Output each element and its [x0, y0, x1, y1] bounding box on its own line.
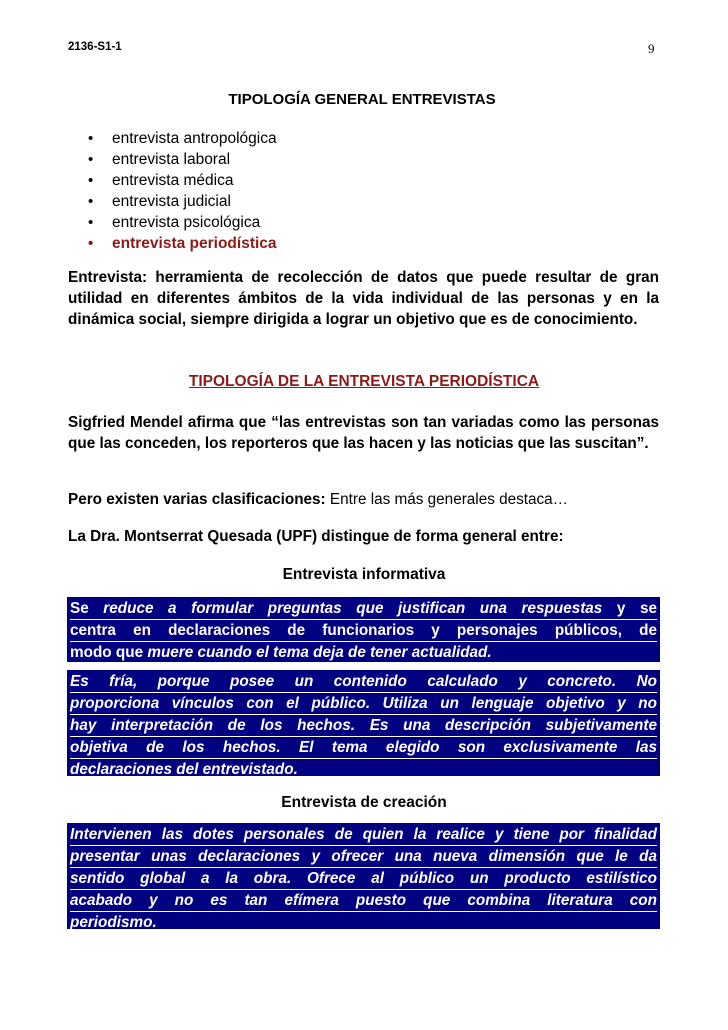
creacion-box: [67, 823, 660, 929]
box-line: presentar unas declaraciones y ofrecer una nueva dimensión que le da: [70, 846, 657, 868]
box-line: modo que muere cuando el tema deja de tener actualidad.: [70, 644, 492, 661]
heading-informativa: Entrevista informativa: [282, 566, 446, 583]
document-code: 2136-S1-1: [68, 41, 122, 53]
box-line: sentido global a la obra. Ofrece al público un producto estilístico: [70, 868, 657, 890]
informativa-box-1: [67, 597, 660, 662]
bullet-icon: •: [88, 130, 94, 147]
list-item: • entrevista judicial: [88, 193, 231, 210]
box-line: Intervienen las dotes personales de quien la realice y tiene por finalidad: [70, 824, 657, 846]
box-line: hay interpretación de los hechos. Es una descripción subjetivamente: [70, 715, 657, 737]
heading-creacion: Entrevista de creación: [281, 794, 447, 811]
box-line: periodismo.: [70, 914, 157, 931]
list-item: • entrevista laboral: [88, 151, 231, 168]
quesada-paragraph: La Dra. Montserrat Quesada (UPF) distingue de forma general entre:: [68, 528, 564, 545]
bullet-icon: •: [88, 214, 94, 231]
interview-types-list: [88, 128, 277, 254]
box-line: centra en declaraciones de funcionarios y personajes públicos, de: [70, 620, 657, 642]
list-item: • entrevista antropológica: [88, 130, 277, 147]
informativa-box-2: [67, 670, 660, 776]
box-line: Es fría, porque posee un contenido calculado y concreto. No: [70, 671, 657, 693]
page-number: 9: [648, 41, 655, 56]
definition-paragraph: Entrevista: herramienta de recolección de datos que puede resultar de gran utilidad en diferentes ámbitos de la vida individual de las personas y en la dinámica social, siempre dirigida a lograr un objetivo que es de conocimiento.: [68, 269, 659, 328]
mendel-paragraph: Sigfried Mendel afirma que “las entrevistas son tan variadas como las personas que las conceden, los reporteros que las hacen y las noticias que las suscitan”.: [68, 414, 659, 452]
title-tipologia-periodistica: TIPOLOGÍA DE LA ENTREVISTA PERIODÍSTICA: [188, 373, 540, 390]
box-line: proporciona vínculos con el público. Utiliza un lenguaje objetivo y no: [70, 693, 657, 715]
list-item: • entrevista psicológica: [88, 214, 261, 231]
bullet-icon: •: [88, 172, 94, 189]
classifications-paragraph: Pero existen varias clasificaciones: Entre las más generales destaca…: [68, 491, 568, 508]
bullet-icon: •: [88, 193, 94, 210]
title-tipologia-general: TIPOLOGÍA GENERAL ENTREVISTAS: [228, 91, 496, 108]
box-line: declaraciones del entrevistado.: [70, 761, 298, 778]
list-item-highlighted: • entrevista periodística: [88, 235, 277, 252]
box-line: acabado y no es tan efímera puesto que combina literatura con: [70, 890, 657, 912]
box-line: Se reduce a formular preguntas que justifican una respuestas y se: [70, 598, 657, 620]
bullet-icon: •: [88, 151, 94, 168]
bullet-icon: •: [88, 235, 94, 252]
list-item: • entrevista médica: [88, 172, 234, 189]
box-line: objetiva de los hechos. El tema elegido son exclusivamente las: [70, 737, 657, 759]
